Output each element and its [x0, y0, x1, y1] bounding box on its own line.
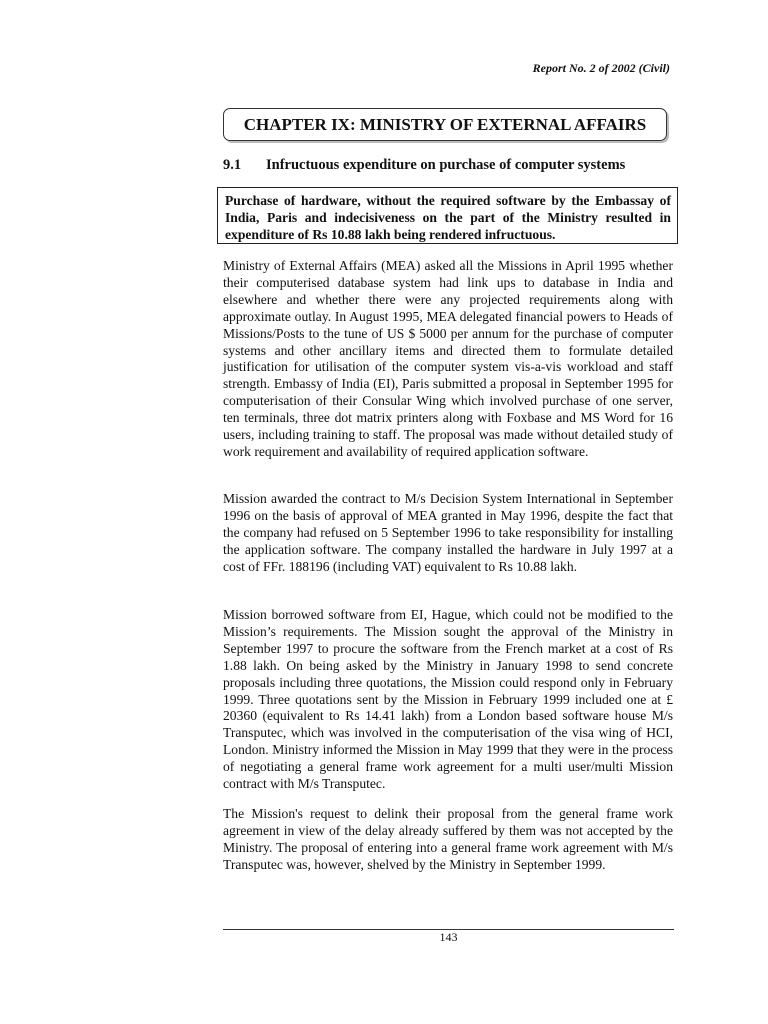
body-paragraph: Ministry of External Affairs (MEA) asked all the Missions in April 1995 whether their computerised database system had link ups to database in India and elsewhere and whether there were any projected requirements along with approximate outlay. In August 1995, MEA delegated financial powers to Heads of Missions/Posts to the tune of US $ 5000 per annum for the purchase of computer systems and other ancillary items and directed them to formulate detailed justification for utilisation of the computer system vis-a-vis workload and staff strength. Embassy of India (EI), Paris submitted a proposal in September 1995 for computerisation of their Consular Wing which involved purchase of one server, ten terminals, three dot matrix printers along with Foxbase and MS Word for 16 users, including training to staff. The proposal was made without detailed study of work requirement and availability of required application software. [223, 258, 673, 459]
summary-box: Purchase of hardware, without the required software by the Embassay of India, Paris and indecisiveness on the part of the Ministry resulted in expenditure of Rs 10.88 lakh being rendered infructuous. [217, 187, 678, 244]
section-heading [223, 157, 678, 174]
body-paragraph: The Mission's request to delink their proposal from the general frame work agreement in view of the delay already suffered by them was not accepted by the Ministry. The proposal of entering into a general frame work agreement with M/s Transputec was, however, shelved by the Ministry in September 1999. [223, 806, 673, 872]
page-number: 143 [439, 930, 458, 944]
chapter-title: CHAPTER IX: MINISTRY OF EXTERNAL AFFAIRS [243, 114, 647, 134]
section-title: Infructuous expenditure on purchase of computer systems [266, 157, 626, 173]
report-reference: Report No. 2 of 2002 (Civil) [532, 61, 670, 75]
body-paragraph: Mission awarded the contract to M/s Decision System International in September 1996 on the basis of approval of MEA granted in May 1996, despite the fact that the company had refused on 5 September 1996 to take responsibility for installing the application software. The company installed the hardware in July 1997 at a cost of FFr. 188196 (including VAT) equivalent to Rs 10.88 lakh. [223, 491, 673, 574]
body-paragraph: Mission borrowed software from EI, Hague, which could not be modified to the Mission’s requirements. The Mission sought the approval of the Ministry in September 1997 to procure the software from the French market at a cost of Rs 1.88 lakh. On being asked by the Ministry in January 1998 to send concrete proposals including three quotations, the Mission could respond only in February 1999. Three quotations sent by the Mission in February 1999 included one at £ 20360 (equivalent to Rs 14.41 lakh) from a London based software house M/s Transputec, which was involved in the computerisation of the visa wing of HCI, London. Ministry informed the Mission in May 1999 that they were in the process of negotiating a general frame work agreement for a multi user/multi Mission contract with M/s Transputec. [223, 607, 673, 792]
section-number: 9.1 [223, 157, 242, 173]
chapter-title-box [223, 108, 667, 141]
